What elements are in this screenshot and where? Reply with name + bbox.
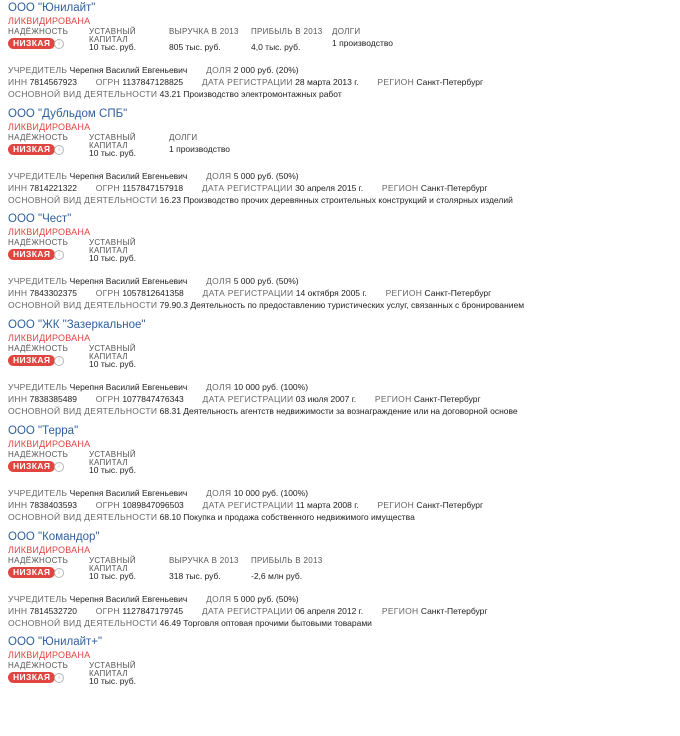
reliability-badge: НИЗКАЯ <box>8 249 55 260</box>
inn-label: ИНН <box>8 394 28 405</box>
debts-label: ДОЛГИ <box>169 132 198 142</box>
profit-label: ПРИБЫЛЬ В 2013 <box>251 555 323 565</box>
capital-value: 10 тыс. руб. <box>89 42 136 52</box>
reg-date-label: ДАТА РЕГИСТРАЦИИ <box>201 182 293 193</box>
ogrn-value: 1137847128825 <box>122 77 184 87</box>
revenue-value: 805 тыс. руб. <box>169 42 221 52</box>
capital-label-2: КАПИТАЛ <box>89 35 128 44</box>
ogrn-value: 1127847179745 <box>122 605 184 616</box>
founder-value[interactable]: Черепня Василий Евгеньевич <box>69 382 188 393</box>
registry-row <box>8 500 483 510</box>
capital-label: УСТАВНЫЙ <box>89 27 136 36</box>
profit-value: -2,6 млн руб. <box>251 570 303 581</box>
inn-value: 7838385489 <box>29 394 77 405</box>
share-label: ДОЛЯ <box>206 276 232 287</box>
inn-label: ИНН <box>8 288 28 299</box>
activity-value: 46.49 Торговля оптовая прочими бытовыми товарами <box>159 617 372 628</box>
reg-date-value: 11 марта 2008 г. <box>295 499 359 510</box>
region-value: Санкт-Петербург <box>416 77 484 87</box>
capital-label: УСТАВНЫЙ <box>89 132 136 142</box>
reg-date-label: ДАТА РЕГИСТРАЦИИ <box>201 605 293 616</box>
status-label: ЛИКВИДИРОВАНА <box>8 333 91 344</box>
capital-value: 10 тыс. руб. <box>89 464 136 475</box>
capital-label: УСТАВНЫЙ <box>89 661 136 671</box>
company-name-link[interactable]: ООО "ЖК "Зазеркальное" <box>8 319 146 332</box>
ogrn-label: ОГРН <box>95 182 120 193</box>
debts-label: ДОЛГИ <box>332 27 361 36</box>
ogrn-label: ОГРН <box>95 605 120 616</box>
reliability-label: НАДЁЖНОСТЬ <box>8 555 69 565</box>
capital-label-2: КАПИТАЛ <box>89 352 128 362</box>
reg-date-value: 06 апреля 2012 г. <box>295 605 364 616</box>
founder-row <box>8 594 299 604</box>
profit-label: ПРИБЫЛЬ В 2013 <box>251 27 323 36</box>
founder-label: УЧРЕДИТЕЛЬ <box>8 487 68 498</box>
founder-row <box>8 488 308 498</box>
capital-value: 10 тыс. руб. <box>89 570 136 581</box>
region-label: РЕГИОН <box>374 394 412 405</box>
region-label: РЕГИОН <box>377 499 415 510</box>
reliability-label: НАДЁЖНОСТЬ <box>8 27 69 36</box>
region-label: РЕГИОН <box>381 605 419 616</box>
capital-value: 10 тыс. руб. <box>89 147 136 158</box>
founder-label: УЧРЕДИТЕЛЬ <box>8 593 68 604</box>
inn-value: 7814532720 <box>29 605 77 616</box>
debts-value: 1 производство <box>169 143 231 154</box>
reliability-label: НАДЁЖНОСТЬ <box>8 238 69 248</box>
founder-label: УЧРЕДИТЕЛЬ <box>8 170 68 181</box>
share-label: ДОЛЯ <box>206 65 232 75</box>
activity-row <box>8 618 372 628</box>
registry-row <box>8 77 483 87</box>
founder-value[interactable]: Черепня Василий Евгеньевич <box>69 276 188 287</box>
founder-label: УЧРЕДИТЕЛЬ <box>8 65 68 75</box>
share-label: ДОЛЯ <box>206 487 232 498</box>
activity-value: 68.10 Покупка и продажа собственного недвижимого имущества <box>159 511 415 522</box>
reliability-badge: НИЗКАЯ <box>8 355 55 366</box>
founder-value[interactable]: Черепня Василий Евгеньевич <box>69 170 188 181</box>
activity-value: 43.21 Производство электромонтажных работ <box>159 89 342 99</box>
founder-value[interactable]: Черепня Василий Евгеньевич <box>69 593 188 604</box>
capital-label-2: КАПИТАЛ <box>89 457 128 467</box>
info-icon[interactable]: i <box>54 673 64 683</box>
ogrn-label: ОГРН <box>95 77 120 87</box>
revenue-label: ВЫРУЧКА В 2013 <box>169 555 239 565</box>
region-value: Санкт-Петербург <box>413 394 481 405</box>
founder-row <box>8 276 299 286</box>
reliability-badge: НИЗКАЯ <box>8 672 55 683</box>
share-label: ДОЛЯ <box>206 593 232 604</box>
founder-label: УЧРЕДИТЕЛЬ <box>8 382 68 393</box>
registry-row <box>8 288 491 298</box>
capital-label: УСТАВНЫЙ <box>89 555 136 565</box>
region-value: Санкт-Петербург <box>420 605 488 616</box>
status-label: ЛИКВИДИРОВАНА <box>8 650 91 661</box>
activity-label: ОСНОВНОЙ ВИД ДЕЯТЕЛЬНОСТИ <box>8 511 158 522</box>
ogrn-label: ОГРН <box>95 499 120 510</box>
share-value: 2 000 руб. (20%) <box>233 65 299 75</box>
activity-label: ОСНОВНОЙ ВИД ДЕЯТЕЛЬНОСТИ <box>8 89 158 99</box>
registry-row <box>8 394 481 404</box>
capital-value: 10 тыс. руб. <box>89 253 136 264</box>
ogrn-value: 1089847096503 <box>122 499 184 510</box>
inn-value: 7838403593 <box>29 499 77 510</box>
capital-label-2: КАПИТАЛ <box>89 669 128 679</box>
ogrn-value: 1157847157918 <box>122 182 184 193</box>
company-card <box>8 108 672 208</box>
inn-value: 7814567923 <box>29 77 77 87</box>
region-label: РЕГИОН <box>385 288 423 299</box>
activity-value: 68.31 Деятельность агентств недвижимости за вознаграждение или на договорной основе <box>159 406 518 417</box>
founder-row <box>8 382 308 392</box>
activity-row <box>8 195 513 205</box>
ogrn-label: ОГРН <box>95 288 120 299</box>
activity-row <box>8 512 415 522</box>
share-value: 5 000 руб. (50%) <box>233 276 299 287</box>
reliability-label: НАДЁЖНОСТЬ <box>8 132 69 142</box>
company-card <box>8 213 672 313</box>
info-icon[interactable]: i <box>54 145 64 155</box>
company-card <box>8 319 672 419</box>
reliability-label: НАДЁЖНОСТЬ <box>8 449 69 459</box>
info-icon[interactable]: i <box>54 568 64 578</box>
reliability-label: НАДЁЖНОСТЬ <box>8 661 69 671</box>
founder-label: УЧРЕДИТЕЛЬ <box>8 276 68 287</box>
share-value: 5 000 руб. (50%) <box>233 170 299 181</box>
capital-label: УСТАВНЫЙ <box>89 238 136 248</box>
company-card <box>8 531 672 631</box>
info-icon[interactable]: i <box>54 356 64 366</box>
region-value: Санкт-Петербург <box>424 288 492 299</box>
capital-value: 10 тыс. руб. <box>89 676 136 687</box>
registry-row <box>8 606 488 616</box>
activity-label: ОСНОВНОЙ ВИД ДЕЯТЕЛЬНОСТИ <box>8 406 158 417</box>
revenue-label: ВЫРУЧКА В 2013 <box>169 27 239 36</box>
company-card <box>8 425 672 525</box>
revenue-value: 318 тыс. руб. <box>169 570 221 581</box>
reg-date-label: ДАТА РЕГИСТРАЦИИ <box>202 499 294 510</box>
reg-date-value: 03 июля 2007 г. <box>295 394 357 405</box>
activity-label: ОСНОВНОЙ ВИД ДЕЯТЕЛЬНОСТИ <box>8 194 158 205</box>
inn-value: 7814221322 <box>29 182 77 193</box>
company-name-link[interactable]: ООО "Дубльдом СПБ" <box>8 107 128 120</box>
activity-row <box>8 300 524 310</box>
inn-label: ИНН <box>8 77 28 87</box>
capital-label-2: КАПИТАЛ <box>89 246 128 256</box>
registry-row <box>8 183 488 193</box>
share-value: 5 000 руб. (50%) <box>233 593 299 604</box>
capital-label-2: КАПИТАЛ <box>89 563 128 573</box>
reg-date-label: ДАТА РЕГИСТРАЦИИ <box>202 394 294 405</box>
share-label: ДОЛЯ <box>206 382 232 393</box>
share-value: 10 000 руб. (100%) <box>233 487 309 498</box>
region-label: РЕГИОН <box>381 182 419 193</box>
company-name-link[interactable]: ООО "Командор" <box>8 530 100 543</box>
reliability-badge: НИЗКАЯ <box>8 461 55 472</box>
debts-value: 1 производство <box>332 38 394 48</box>
status-label: ЛИКВИДИРОВАНА <box>8 16 91 26</box>
founder-row <box>8 171 299 181</box>
share-label: ДОЛЯ <box>206 170 232 181</box>
ogrn-value: 1077847476343 <box>122 394 184 405</box>
info-icon[interactable]: i <box>54 39 64 49</box>
ogrn-value: 1057812641358 <box>122 288 184 299</box>
reg-date-label: ДАТА РЕГИСТРАЦИИ <box>201 77 293 87</box>
inn-label: ИНН <box>8 605 28 616</box>
founder-value[interactable]: Черепня Василий Евгеньевич <box>69 487 188 498</box>
profit-value: 4,0 тыс. руб. <box>251 42 301 52</box>
capital-label-2: КАПИТАЛ <box>89 140 128 150</box>
activity-label: ОСНОВНОЙ ВИД ДЕЯТЕЛЬНОСТИ <box>8 617 158 628</box>
capital-label: УСТАВНЫЙ <box>89 449 136 459</box>
reliability-label: НАДЁЖНОСТЬ <box>8 344 69 354</box>
reg-date-value: 28 марта 2013 г. <box>295 77 359 87</box>
activity-row <box>8 406 518 416</box>
company-card <box>8 636 672 736</box>
company-name-link[interactable]: ООО "Юнилайт+" <box>8 636 103 649</box>
share-value: 10 000 руб. (100%) <box>233 382 309 393</box>
company-name-link[interactable]: ООО "Чест" <box>8 213 72 226</box>
reg-date-value: 30 апреля 2015 г. <box>295 182 364 193</box>
activity-label: ОСНОВНОЙ ВИД ДЕЯТЕЛЬНОСТИ <box>8 300 158 311</box>
inn-label: ИНН <box>8 499 28 510</box>
reliability-badge: НИЗКАЯ <box>8 144 55 155</box>
info-icon[interactable]: i <box>54 462 64 472</box>
ogrn-label: ОГРН <box>95 394 120 405</box>
status-label: ЛИКВИДИРОВАНА <box>8 438 91 449</box>
activity-value: 16.23 Производство прочих деревянных строительных конструкций и столярных изделий <box>159 194 513 205</box>
company-name-link[interactable]: ООО "Терра" <box>8 424 79 437</box>
activity-value: 79.90.3 Деятельность по предоставлению туристических услуг, связанных с бронированием <box>159 300 525 311</box>
status-label: ЛИКВИДИРОВАНА <box>8 544 91 555</box>
company-name-link[interactable]: ООО "Юнилайт" <box>8 2 96 14</box>
company-card <box>8 2 672 102</box>
region-label: РЕГИОН <box>377 77 415 87</box>
inn-value: 7843302375 <box>29 288 77 299</box>
info-icon[interactable]: i <box>54 250 64 260</box>
region-value: Санкт-Петербург <box>416 499 484 510</box>
region-value: Санкт-Петербург <box>420 182 488 193</box>
reliability-badge: НИЗКАЯ <box>8 567 55 578</box>
founder-row <box>8 65 299 75</box>
capital-label: УСТАВНЫЙ <box>89 344 136 354</box>
status-label: ЛИКВИДИРОВАНА <box>8 227 91 238</box>
capital-value: 10 тыс. руб. <box>89 359 136 370</box>
status-label: ЛИКВИДИРОВАНА <box>8 121 91 132</box>
activity-row <box>8 89 342 99</box>
reg-date-value: 14 октября 2005 г. <box>295 288 367 299</box>
reliability-badge: НИЗКАЯ <box>8 38 55 49</box>
reg-date-label: ДАТА РЕГИСТРАЦИИ <box>202 288 294 299</box>
founder-value[interactable]: Черепня Василий Евгеньевич <box>69 65 188 75</box>
inn-label: ИНН <box>8 182 28 193</box>
